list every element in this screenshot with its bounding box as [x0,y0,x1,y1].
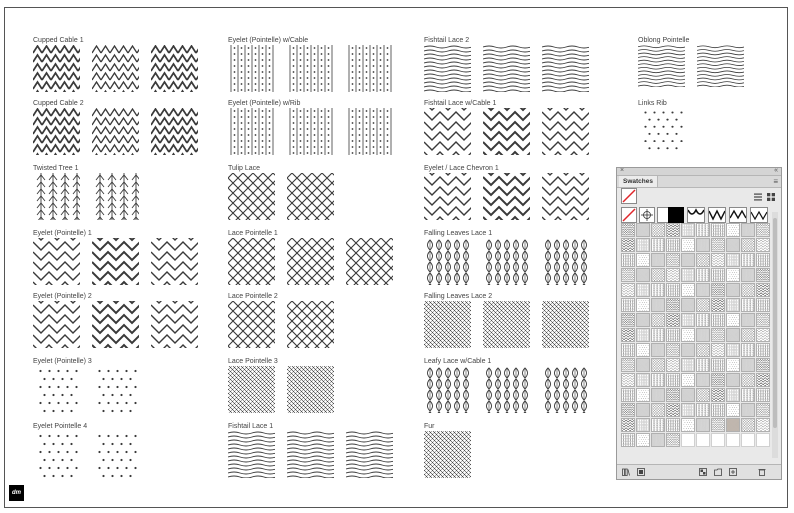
swatch-cell[interactable] [636,298,650,312]
swatch-cell[interactable] [636,283,650,297]
tab-swatches[interactable]: Swatches [619,176,658,187]
group-label: Eyelet Pointelle 4 [33,423,88,430]
swatch-cell[interactable] [741,238,755,252]
pattern-swatch-zigzag-3[interactable] [750,207,768,223]
swatch-cell[interactable] [681,328,695,342]
swatch-cell[interactable] [741,223,755,237]
swatch-tile[interactable] [424,45,471,92]
group-label: Eyelet (Pointelle) w/Cable [228,37,309,44]
swatch-cell[interactable] [666,283,680,297]
swatch-cell[interactable] [756,313,770,327]
swatch-cell[interactable] [696,313,710,327]
swatch-cell[interactable] [651,283,665,297]
swatch-cell[interactable] [681,433,695,447]
swatch-cell[interactable] [711,223,725,237]
group-label: Fishtail Lace 1 [228,423,274,430]
swatch-cell[interactable] [756,373,770,387]
swatch-cell[interactable] [696,343,710,357]
swatch-tile[interactable] [483,301,530,348]
swatch-cell[interactable] [681,403,695,417]
swatch-tile[interactable] [92,45,139,92]
swatch-cell[interactable] [696,388,710,402]
group-label: Links Rib [638,100,667,107]
swatch-cell[interactable] [621,433,635,447]
swatch-cell[interactable] [696,403,710,417]
swatch-cell[interactable] [651,388,665,402]
group-label: Eyelet (Pointelle) 3 [33,358,92,365]
swatch-cell[interactable] [621,358,635,372]
swatch-tile[interactable] [483,45,530,92]
swatch-cell[interactable] [681,283,695,297]
swatch-cell[interactable] [726,238,740,252]
group-label: Tulip Lace [228,165,261,172]
group-label: Lace Pointelle 2 [228,293,278,300]
swatch-cell[interactable] [711,298,725,312]
swatch-tile[interactable] [228,366,275,413]
swatch-cell[interactable] [636,358,650,372]
swatch-tile[interactable] [228,173,275,220]
swatch-cell[interactable] [741,298,755,312]
swatch-cell[interactable] [756,388,770,402]
swatch-cell[interactable] [756,358,770,372]
swatch-cell[interactable] [666,433,680,447]
swatch-tile[interactable] [151,238,198,285]
swatch-cell[interactable] [651,238,665,252]
swatch-cell[interactable] [696,328,710,342]
swatch-tile[interactable] [33,108,80,155]
swatch-cell[interactable] [741,403,755,417]
swatch-cell[interactable] [756,328,770,342]
panel-tab-row [617,176,781,188]
swatch-tile[interactable] [346,45,393,92]
group-label: Eyelet (Pointelle) w/Rib [228,100,301,107]
swatch-cell[interactable] [681,418,695,432]
swatch-cell[interactable] [636,373,650,387]
swatch-cell[interactable] [681,253,695,267]
swatch-tile[interactable] [33,173,80,220]
group-label: Falling Leaves Lace 1 [424,230,493,237]
group-label: Leafy Lace w/Cable 1 [424,358,492,365]
swatch-cell[interactable] [726,433,740,447]
swatch-cell[interactable] [726,373,740,387]
swatch-cell[interactable] [741,388,755,402]
swatch-cell[interactable] [696,268,710,282]
swatch-cell[interactable] [726,388,740,402]
swatch-tile[interactable] [92,173,139,220]
swatch-cell[interactable] [636,223,650,237]
swatch-cell[interactable] [666,238,680,252]
swatch-cell[interactable] [711,418,725,432]
swatch-cell[interactable] [666,328,680,342]
swatch-cell[interactable] [741,283,755,297]
swatch-cell[interactable] [681,238,695,252]
swatch-tile[interactable] [542,108,589,155]
swatch-cell[interactable] [681,358,695,372]
swatch-cell[interactable] [696,238,710,252]
group-label: Eyelet (Pointelle) 2 [33,293,92,300]
swatch-cell[interactable] [711,343,725,357]
swatch-tile[interactable] [483,238,530,285]
swatch-tile[interactable] [151,108,198,155]
swatch-cell[interactable] [666,313,680,327]
swatch-cell[interactable] [681,223,695,237]
group-label: Cupped Cable 2 [33,100,84,107]
grid-view-icon[interactable] [767,193,775,201]
swatch-cell[interactable] [741,313,755,327]
swatch-tile[interactable] [287,301,334,348]
swatch-tile[interactable] [483,108,530,155]
swatch-cell[interactable] [636,253,650,267]
swatch-cell[interactable] [621,373,635,387]
swatch-cell[interactable] [621,298,635,312]
swatch-cell[interactable] [651,358,665,372]
swatch-cell[interactable] [651,418,665,432]
swatch-tile[interactable] [287,238,334,285]
swatch-cell[interactable] [681,343,695,357]
swatch-cell[interactable] [651,223,665,237]
swatch-cell[interactable] [681,298,695,312]
none-swatch[interactable] [621,188,637,204]
swatch-cell[interactable] [741,328,755,342]
swatch-cell[interactable] [651,313,665,327]
swatch-cell[interactable] [666,388,680,402]
swatch-cell[interactable] [651,328,665,342]
swatch-tile[interactable] [92,108,139,155]
swatch-cell[interactable] [666,403,680,417]
logo-text: dm [12,490,21,496]
group-label: Fishtail Lace 2 [424,37,470,44]
swatch-cell[interactable] [651,433,665,447]
panel-bottom-bar [617,464,781,479]
swatch-cell[interactable] [636,313,650,327]
swatch-tile[interactable] [228,238,275,285]
swatch-cell[interactable] [756,223,770,237]
delete-swatch-icon[interactable] [758,468,766,476]
swatch-cell[interactable] [711,268,725,282]
swatch-cell[interactable] [636,328,650,342]
swatch-cell[interactable] [756,403,770,417]
swatch-cell[interactable] [651,268,665,282]
swatch-cell[interactable] [711,283,725,297]
swatch-cell[interactable] [696,418,710,432]
swatch-tile[interactable] [228,45,275,92]
swatch-cell[interactable] [726,283,740,297]
swatch-cell[interactable] [741,418,755,432]
swatch-tile[interactable] [92,238,139,285]
swatch-cell[interactable] [636,418,650,432]
swatch-tile[interactable] [228,108,275,155]
registration-swatch[interactable] [639,207,655,223]
swatch-tile[interactable] [33,45,80,92]
swatch-tile[interactable] [287,108,334,155]
swatch-cell[interactable] [621,313,635,327]
group-label: Falling Leaves Lace 2 [424,293,493,300]
swatch-tile[interactable] [228,301,275,348]
swatch-tile[interactable] [346,108,393,155]
swatches-panel [616,167,782,480]
swatch-cell[interactable] [711,328,725,342]
swatch-cell[interactable] [636,238,650,252]
pattern-swatch-zigzag-2[interactable] [729,207,747,223]
swatch-cell[interactable] [696,223,710,237]
swatch-cell[interactable] [666,343,680,357]
swatch-cell[interactable] [726,223,740,237]
swatch-cell[interactable] [621,418,635,432]
swatch-tile[interactable] [287,366,334,413]
swatch-cell[interactable] [756,253,770,267]
swatch-cell[interactable] [756,343,770,357]
swatch-tile[interactable] [33,431,80,478]
group-label: Fishtail Lace w/Cable 1 [424,100,497,107]
swatch-cell[interactable] [726,343,740,357]
swatch-tile[interactable] [424,431,471,478]
swatch-cell[interactable] [666,373,680,387]
swatch-tile[interactable] [638,45,685,87]
swatch-grid [621,223,770,460]
swatch-cell[interactable] [726,298,740,312]
swatch-cell[interactable] [651,343,665,357]
swatch-tile[interactable] [228,431,275,478]
swatch-tile[interactable] [346,431,393,478]
swatch-cell[interactable] [756,283,770,297]
swatch-cell[interactable] [696,433,710,447]
swatch-tile[interactable] [424,173,471,220]
logo [9,485,24,501]
swatch-cell[interactable] [651,298,665,312]
swatch-cell[interactable] [711,358,725,372]
group-label: Eyelet / Lace Chevron 1 [424,165,499,172]
swatch-cell[interactable] [726,358,740,372]
scrollbar-thumb[interactable] [773,218,777,428]
swatch-cell[interactable] [726,328,740,342]
group-label: Eyelet (Pointelle) 1 [33,230,92,237]
group-label: Oblong Pointelle [638,37,690,44]
swatch-tile[interactable] [151,45,198,92]
swatch-tile[interactable] [483,366,530,413]
swatch-cell[interactable] [621,268,635,282]
swatch-cell[interactable] [666,253,680,267]
swatch-cell[interactable] [636,388,650,402]
pattern-swatch-zigzag[interactable] [708,207,726,223]
swatch-tile[interactable] [638,108,685,150]
group-label: Lace Pointelle 3 [228,358,278,365]
swatch-cell[interactable] [741,343,755,357]
swatch-cell[interactable] [666,223,680,237]
swatch-tile[interactable] [424,108,471,155]
swatch-cell[interactable] [621,388,635,402]
swatch-tile[interactable] [697,45,744,87]
swatch-cell[interactable] [741,358,755,372]
swatch-tile[interactable] [424,301,471,348]
swatch-options-icon[interactable] [699,468,707,476]
swatch-cell[interactable] [756,238,770,252]
swatch-cell[interactable] [711,313,725,327]
group-label: Cupped Cable 1 [33,37,84,44]
swatch-cell[interactable] [681,268,695,282]
swatch-cell[interactable] [726,418,740,432]
swatch-cell[interactable] [651,373,665,387]
swatch-tile[interactable] [287,173,334,220]
swatch-cell[interactable] [636,268,650,282]
new-swatch-icon[interactable] [729,468,737,476]
swatch-cell[interactable] [741,253,755,267]
swatch-cell[interactable] [636,403,650,417]
swatch-cell[interactable] [696,253,710,267]
group-label: Fur [424,423,435,430]
swatch-cell[interactable] [666,298,680,312]
collapse-icon[interactable]: « [774,167,778,174]
new-color-group-icon[interactable] [714,468,722,476]
swatch-cell[interactable] [696,298,710,312]
swatch-cell[interactable] [741,433,755,447]
swatch-cell[interactable] [741,373,755,387]
swatch-cell[interactable] [756,433,770,447]
swatch-tile[interactable] [542,238,589,285]
swatch-cell[interactable] [666,268,680,282]
panel-titlebar[interactable] [617,168,781,176]
swatch-cell[interactable] [621,238,635,252]
swatch-cell[interactable] [711,433,725,447]
swatch-cell[interactable] [756,298,770,312]
swatch-cell[interactable] [621,253,635,267]
swatch-cell[interactable] [726,313,740,327]
swatch-tile[interactable] [92,366,139,413]
swatch-cell[interactable] [726,403,740,417]
group-label: Twisted Tree 1 [33,165,79,172]
swatch-cell[interactable] [711,388,725,402]
swatch-cell[interactable] [696,283,710,297]
swatch-cell[interactable] [636,343,650,357]
swatch-cell[interactable] [681,373,695,387]
swatch-tile[interactable] [92,301,139,348]
swatch-tile[interactable] [542,45,589,92]
black-swatch[interactable] [668,207,684,223]
swatch-cell[interactable] [726,268,740,282]
swatch-cell[interactable] [711,373,725,387]
swatch-cell[interactable] [711,403,725,417]
swatch-cell[interactable] [651,403,665,417]
swatch-cell[interactable] [756,268,770,282]
swatch-cell[interactable] [621,283,635,297]
swatch-cell[interactable] [696,373,710,387]
swatch-cell[interactable] [636,433,650,447]
swatch-cell[interactable] [621,223,635,237]
swatch-cell[interactable] [621,328,635,342]
swatch-cell[interactable] [621,343,635,357]
group-label: Lace Pointelle 1 [228,230,278,237]
swatch-cell[interactable] [711,253,725,267]
swatch-cell[interactable] [651,253,665,267]
swatch-cell[interactable] [621,403,635,417]
list-view-icon[interactable] [754,193,762,201]
swatch-cell[interactable] [696,358,710,372]
swatch-libraries-icon[interactable] [622,468,630,476]
none-swatch-selected[interactable] [621,207,637,223]
swatch-cell[interactable] [711,238,725,252]
swatch-cell[interactable] [726,253,740,267]
swatch-tile[interactable] [33,301,80,348]
swatch-cell[interactable] [666,358,680,372]
swatch-tile[interactable] [151,301,198,348]
swatch-tile[interactable] [287,431,334,478]
swatch-tile[interactable] [346,238,393,285]
swatch-cell[interactable] [756,418,770,432]
swatch-tile[interactable] [542,173,589,220]
close-icon[interactable]: × [620,167,625,174]
swatch-tile[interactable] [92,431,139,478]
swatch-tile[interactable] [287,45,334,92]
show-kinds-icon[interactable] [637,468,645,476]
swatch-tile[interactable] [483,173,530,220]
swatch-cell[interactable] [681,388,695,402]
swatch-tile[interactable] [542,301,589,348]
swatch-cell[interactable] [666,418,680,432]
panel-menu-icon[interactable]: ≡ [773,177,778,186]
pattern-swatch-scallop[interactable] [687,207,705,223]
swatch-cell[interactable] [681,313,695,327]
swatch-tile[interactable] [33,238,80,285]
swatch-tile[interactable] [424,238,471,285]
scrollbar[interactable] [772,212,778,458]
swatch-tile[interactable] [33,366,80,413]
swatch-cell[interactable] [741,268,755,282]
swatch-tile[interactable] [542,366,589,413]
swatch-tile[interactable] [424,366,471,413]
